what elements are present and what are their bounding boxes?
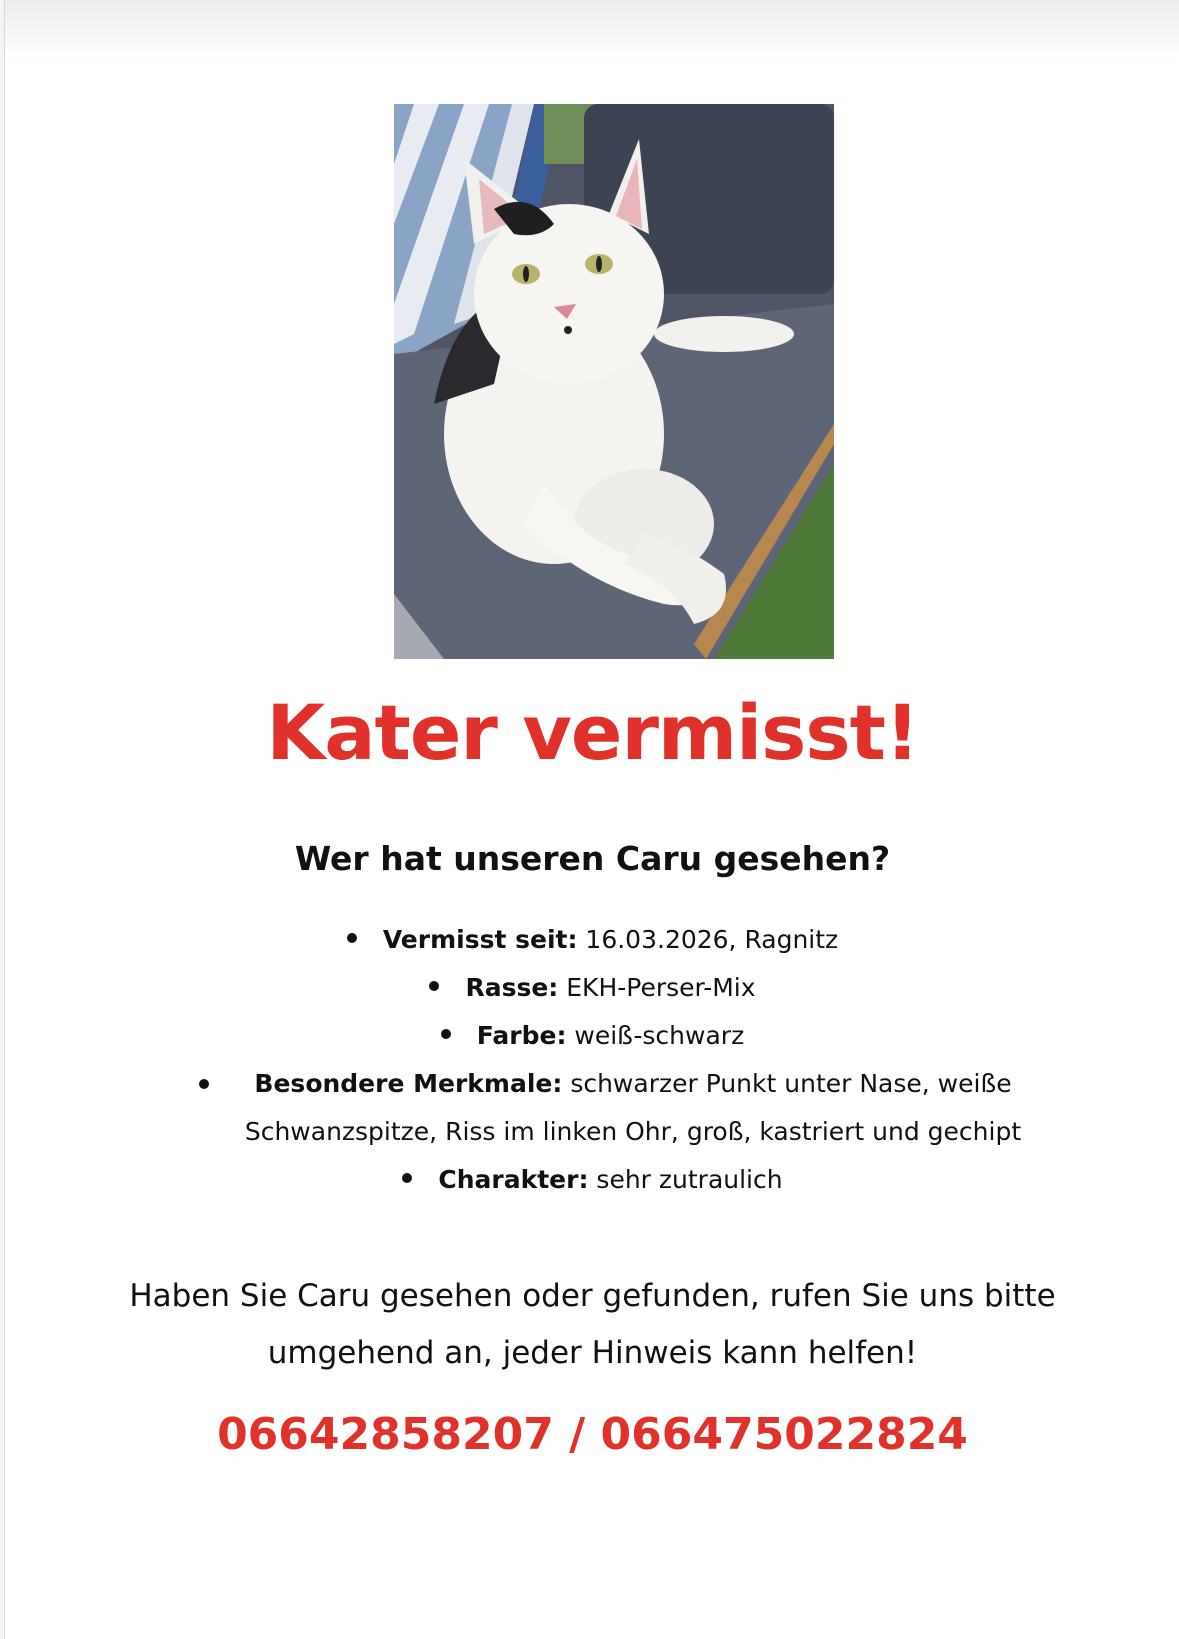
page-title: Kater vermisst! bbox=[266, 688, 919, 777]
fact-character bbox=[5, 1156, 1179, 1204]
bullet-icon bbox=[199, 1079, 209, 1089]
plea-text: Haben Sie Caru gesehen oder gefunden, rufen Sie uns bitte umgehend an, jeder Hinweis kann helfen! bbox=[129, 1278, 1056, 1371]
bullet-icon bbox=[347, 933, 357, 943]
subtitle: Wer hat unseren Caru gesehen? bbox=[294, 839, 891, 878]
fact-label: Rasse: bbox=[465, 973, 559, 1002]
bullet-icon bbox=[429, 981, 439, 991]
fact-color bbox=[5, 1012, 1179, 1060]
flyer-page bbox=[4, 0, 1179, 1639]
fact-value: sehr zutraulich bbox=[596, 1165, 783, 1194]
fact-value: EKH-Perser-Mix bbox=[566, 973, 756, 1002]
fact-breed bbox=[5, 964, 1179, 1012]
fact-value: weiß-schwarz bbox=[574, 1021, 745, 1050]
fact-label: Besondere Merkmale: bbox=[254, 1069, 563, 1098]
phone-numbers: 06642858207 / 066475022824 bbox=[217, 1409, 968, 1460]
bullet-icon bbox=[402, 1173, 412, 1183]
fact-value: schwarzer Punkt unter Nase, weiße Schwanzspitze, Riss im linken Ohr, groß, kastriert und gechipt bbox=[244, 1069, 1022, 1146]
fact-label: Vermisst seit: bbox=[382, 925, 578, 954]
cat-photo bbox=[394, 104, 834, 659]
facts-list bbox=[5, 916, 1179, 1204]
fact-label: Charakter: bbox=[438, 1165, 589, 1194]
fact-special-features bbox=[203, 1060, 1063, 1156]
fact-missing-since bbox=[5, 916, 1179, 964]
cat-photo-illustration bbox=[394, 104, 834, 659]
fact-label: Farbe: bbox=[476, 1021, 567, 1050]
bullet-icon bbox=[441, 1029, 451, 1039]
fact-value: 16.03.2026, Ragnitz bbox=[585, 925, 839, 954]
